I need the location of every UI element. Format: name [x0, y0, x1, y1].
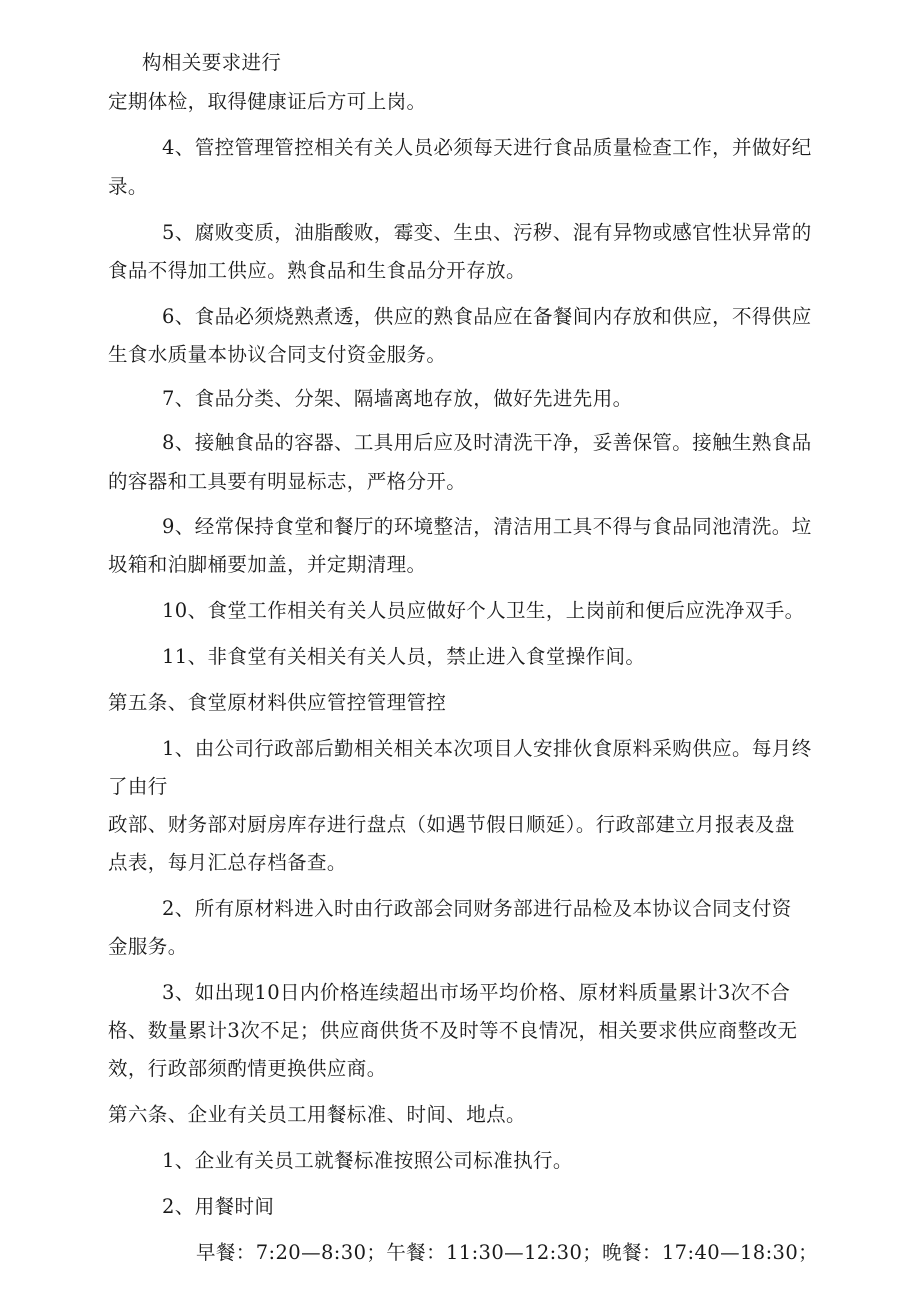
- item-9-line-2: 圾箱和泊脚桶要加盖，并定期清理。: [108, 553, 427, 576]
- article-5-item-1-line-3: 政部、财务部对厨房库存进行盘点（如遇节假日顺延）。行政部建立月报表及盘: [108, 813, 795, 836]
- article-5-item-2-line-1: 2、所有原材料进入时由行政部会同财务部进行品检及本协议合同支付资: [162, 897, 792, 920]
- item-4-line-2: 录。: [108, 175, 148, 198]
- section-heading-article-5: 第五条、食堂原材料供应管控管理管控: [108, 691, 447, 714]
- item-10-line-1: 10、食堂工作相关有关人员应做好个人卫生，上岗前和便后应洗净双手。: [162, 599, 805, 622]
- item-8-line-2: 的容器和工具要有明显标志，严格分开。: [108, 470, 467, 493]
- article-5-item-1-line-1: 1、由公司行政部后勤相关相关本次项目人安排伙食原料采购供应。每月终: [162, 737, 812, 760]
- article-5-item-1-line-4: 点表，每月汇总存档备查。: [108, 851, 347, 874]
- article-6-item-1-line-1: 1、企业有关员工就餐标准按照公司标准执行。: [162, 1149, 573, 1172]
- article-5-item-3-line-2: 格、数量累计3次不足；供应商供货不及时等不良情况，相关要求供应商整改无: [108, 1019, 798, 1042]
- item-5-line-1: 5、腐败变质，油脂酸败，霉变、生虫、污秽、混有异物或感官性状异常的: [162, 221, 812, 244]
- article-5-item-3-line-3: 效，行政部须酌情更换供应商。: [108, 1057, 387, 1080]
- meal-times-line: 早餐：7:20—8:30；午餐：11:30—12:30；晚餐：17:40—18:30；: [196, 1241, 819, 1264]
- item-6-line-1: 6、食品必须烧熟煮透，供应的熟食品应在备餐间内存放和供应，不得供应: [162, 305, 812, 328]
- item-4-line-1: 4、管控管理管控相关有关人员必须每天进行食品质量检查工作，并做好纪: [162, 136, 812, 159]
- item-7-line-1: 7、食品分类、分架、隔墙离地存放，做好先进先用。: [162, 387, 633, 410]
- article-6-item-2-line-1: 2、用餐时间: [162, 1195, 275, 1218]
- item-11-line-1: 11、非食堂有关相关有关人员，禁止进入食堂操作间。: [162, 645, 646, 668]
- article-5-item-3-line-1: 3、如出现10日内价格连续超出市场平均价格、原材料质量累计3次不合: [162, 981, 791, 1004]
- text-line-continuation: 构相关要求进行: [142, 51, 282, 74]
- article-5-item-1-line-2: 了由行: [108, 775, 168, 798]
- item-9-line-1: 9、经常保持食堂和餐厅的环境整洁，清洁用工具不得与食品同池清洗。垃: [162, 515, 812, 538]
- article-5-item-2-line-2: 金服务。: [108, 935, 188, 958]
- item-8-line-1: 8、接触食品的容器、工具用后应及时清洗干净，妥善保管。接触生熟食品: [162, 431, 812, 454]
- item-5-line-2: 食品不得加工供应。熟食品和生食品分开存放。: [108, 259, 526, 282]
- item-6-line-2: 生食水质量本协议合同支付资金服务。: [108, 343, 447, 366]
- text-line: 定期体检，取得健康证后方可上岗。: [108, 90, 427, 113]
- section-heading-article-6: 第六条、企业有关员工用餐标准、时间、地点。: [108, 1103, 526, 1126]
